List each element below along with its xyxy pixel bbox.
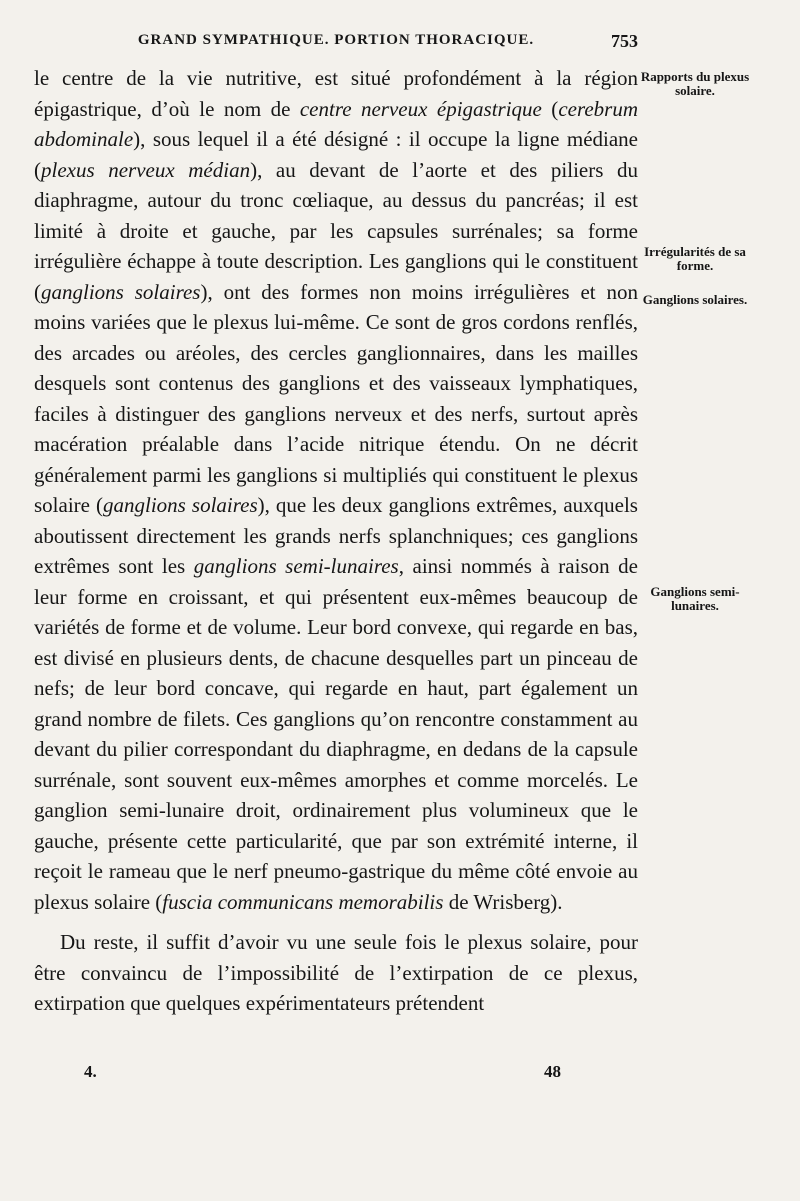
italic-term: ganglions solaires (103, 493, 258, 517)
page-number: 753 (611, 31, 638, 51)
text-run: ), au devant de l’aorte et des piliers du diaphragme, autour du tronc cœliaque, au dessus du pancréas; il est limité à droite et gauche, par les capsules surrénales; sa forme irrégulière échappe à toute description. Les ganglions qui le constituent ( (34, 157, 638, 304)
text-run: ), que les deux ganglions extrêmes, auxquels aboutissent directement les grands nerfs splanchniques; ces ganglions extrêmes sont les (34, 493, 638, 578)
margin-note: Irrégularités de sa forme. (644, 244, 746, 273)
text-run: le centre de la vie nutritive, est situé profondément à la région épigastrique, d’où le nom de (34, 66, 638, 121)
paragraph (34, 927, 638, 1019)
italic-term: centre nerveux épigastrique (299, 96, 542, 121)
main-text (34, 63, 638, 1019)
running-header (34, 32, 638, 54)
text-run: ), ont des formes non moins irrégulières et non moins variées que le plexus lui-même. Ce sont de gros cordons renflés, des arcades ou aréoles, des cercles ganglionnaires, dans les mailles desquels sont contenus des ganglions et des vaisseaux lymphatiques, faciles à distinguer des ganglions nerveux et des nerfs, surtout après macération préalable dans l’acide nitrique étendu. On ne décrit généralement parmi les ganglions si multipliés qui constituent le plexus solaire ( (34, 279, 638, 517)
running-title: GRAND SYMPATHIQUE. PORTION THORACIQUE. (137, 32, 535, 48)
italic-term: plexus nerveux médian (41, 157, 251, 182)
margin-note: Ganglions semi-lunaires. (650, 584, 740, 613)
italic-term: ganglions semi-lunaires (193, 554, 399, 578)
sheet-number: 48 (544, 1062, 561, 1081)
text-run: ( (541, 96, 559, 121)
margin-note: Ganglions solaires. (642, 292, 748, 307)
paragraph (34, 63, 638, 917)
text-run: ), sous lequel il a été désigné : il occupe la ligne médiane ( (34, 127, 638, 182)
text-run: Du reste, il suffit d’avoir vu une seule fois le plexus solaire, pour être convaincu de l’impossibilité de l’extirpation de ce plexus, extirpation que quelques expérimentateurs prétendent (34, 930, 638, 1015)
text-run: , ainsi nommés à raison de leur forme en croissant, et qui présentent eux-mêmes beaucoup de variétés de forme et de volume. Leur bord convexe, qui regarde en bas, est divisé en plusieurs dents, de chacune desquelles part un pinceau de nefs; de leur bord concave, qui regarde en haut, part également un grand nombre de filets. Ces ganglions qu’on rencontre constamment au devant du pilier correspondant du diaphragme, en dedans de la capsule surrénale, sont souvent eux-mêmes amorphes et comme morcelés. Le ganglion semi-lunaire droit, ordinairement plus volumineux que le gauche, présente cette particularité, que par son extrémité interne, il reçoit le rameau que le nerf pneumo-gastrique du même côté envoie au plexus solaire ( (34, 554, 638, 914)
margin-note: Rapports du plexus solaire. (640, 69, 750, 98)
italic-term: cerebrum abdominale (34, 96, 639, 151)
page-footer (34, 1062, 638, 1086)
signature-mark: 4. (84, 1062, 97, 1081)
text-run: de Wrisberg). (443, 889, 563, 914)
italic-term: ganglions solaires (41, 279, 201, 304)
italic-term: fuscia communicans memorabilis (162, 889, 444, 914)
